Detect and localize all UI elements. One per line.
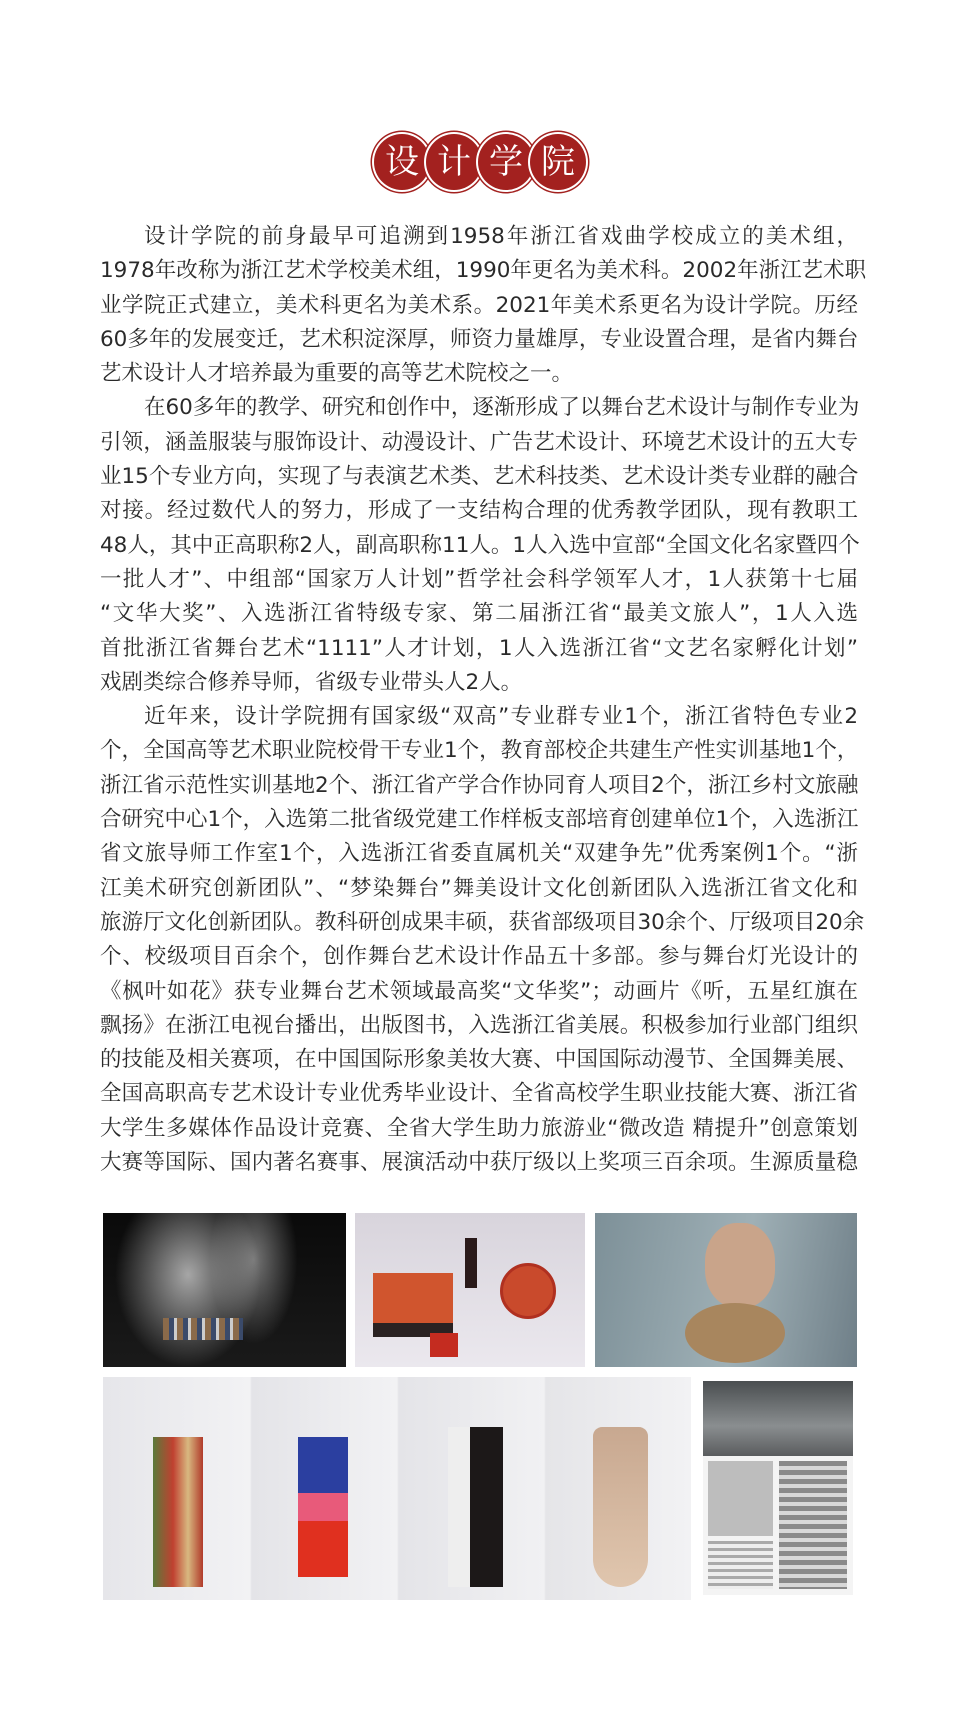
body-text	[100, 220, 867, 1180]
photo-fashion-lineup	[103, 1377, 691, 1600]
photo-cultural-products	[355, 1213, 585, 1367]
photo-stage-lighting	[103, 1213, 346, 1367]
text-line: 对接。经过数代人的努力，形成了一支结构合理的优秀教学团队，现有教职工	[100, 498, 858, 524]
photo-animation-still	[595, 1213, 857, 1367]
text-line: “文华大奖”、入选浙江省特级专家、第二届浙江省“最美文旅人”，1人入选	[100, 601, 858, 627]
text-line: 浙江省示范性实训基地2个、浙江省产学合作协同育人项目2个，浙江乡村文旅融	[100, 772, 859, 798]
text-line: 业学院正式建立，美术科更名为美术系。2021年美术系更名为设计学院。历经	[100, 292, 858, 318]
text-line: 在60多年的教学、研究和创作中，逐渐形成了以舞台艺术设计与制作专业为	[144, 395, 860, 421]
text-line: 近年来，设计学院拥有国家级“双高”专业群专业1个，浙江省特色专业2	[144, 704, 858, 730]
text-line: 一批人才”、中组部“国家万人计划”哲学社会科学领军人才，1人获第十七届	[100, 566, 858, 592]
title-char: 院	[541, 142, 575, 182]
title-char: 设	[385, 142, 419, 182]
text-line: 设计学院的前身最早可追溯到1958年浙江省戏曲学校成立的美术组，	[144, 224, 858, 249]
text-line: 旅游厅文化创新团队。教科研创成果丰硕，获省部级项目30余个、厅级项目20余	[100, 909, 865, 935]
text-line: 的技能及相关赛项，在中国国际形象美妆大赛、中国国际动漫节、全国舞美展、	[100, 1047, 858, 1073]
text-line: 首批浙江省舞台艺术“1111”人才计划，1人入选浙江省“文艺名家孵化计划”	[100, 635, 858, 661]
title-char: 计	[437, 142, 471, 182]
title-char: 学	[489, 142, 523, 182]
text-line: 48人，其中正高职称2人，副高职称11人。1人入选中宣部“全国文化名家暨四个	[100, 532, 860, 558]
photo-environment-design-board	[703, 1381, 853, 1595]
text-line: 合研究中心1个，入选第二批省级党建工作样板支部培育创建单位1个，入选浙江	[100, 807, 859, 833]
text-line: 个、校级项目百余个，创作舞台艺术设计作品五十多部。参与舞台灯光设计的	[100, 944, 858, 970]
text-line: 艺术设计人才培养最为重要的高等艺术院校之一。	[100, 361, 574, 387]
text-line: 1978年改称为浙江艺术学校美术组，1990年更名为美术科。2002年浙江艺术职	[100, 258, 867, 284]
text-line: 省文旅导师工作室1个，入选浙江省委直属机关“双建争先”优秀案例1个。“浙	[100, 841, 858, 867]
section-title-badge	[374, 134, 586, 190]
text-line: 全国高职高专艺术设计专业优秀毕业设计、全省高校学生职业技能大赛、浙江省	[100, 1081, 858, 1107]
text-line: 60多年的发展变迁，艺术积淀深厚，师资力量雄厚，专业设置合理，是省内舞台	[100, 326, 859, 352]
text-line: 《枫叶如花》获专业舞台艺术领域最高奖“文华奖”；动画片《听，五星红旗在	[100, 978, 858, 1004]
text-line: 戏剧类综合修养导师，省级专业带头人2人。	[100, 669, 523, 695]
text-line: 飘扬》在浙江电视台播出，出版图书，入选浙江省美展。积极参加行业部门组织	[100, 1012, 858, 1038]
text-line: 业15个专业方向，实现了与表演艺术类、艺术科技类、艺术设计类专业群的融合	[100, 464, 859, 490]
text-line: 大学生多媒体作品设计竞赛、全省大学生助力旅游业“微改造 精提升”创意策划	[100, 1115, 858, 1141]
text-line: 个，全国高等艺术职业院校骨干专业1个，教育部校企共建生产性实训基地1个，	[100, 738, 859, 764]
text-line: 大赛等国际、国内著名赛事、展演活动中获厅级以上奖项三百余项。生源质量稳	[100, 1150, 858, 1176]
text-line: 江美术研究创新团队”、“梦染舞台”舞美设计文化创新团队入选浙江省文化和	[100, 875, 858, 901]
text-line: 引领，涵盖服装与服饰设计、动漫设计、广告艺术设计、环境艺术设计的五大专	[100, 429, 858, 455]
